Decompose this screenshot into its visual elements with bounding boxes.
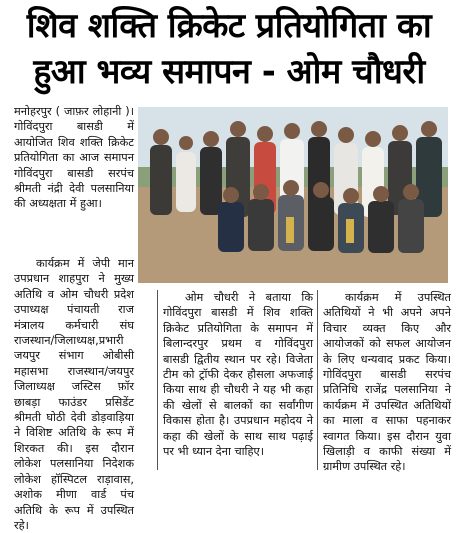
article-column-3	[323, 290, 451, 475]
event-photo	[138, 107, 448, 283]
article-paragraph: कार्यक्रम में जेपी मान उपप्रधान शाहपुरा ने मुख्य अतिथि व ओम चौधरी प्रदेश उपाध्यक्ष पंचायती राज मंत्रालय कर्मचारी संघ राजस्थान/जिलाध्यक्ष,प्रभारी जयपुर संभाग ओबीसी महासभा राजस्थान/जयपुर जिलाध्यक्ष जस्टिस फ़ॉर छाबड़ा फाउंडर प्रसिडेंट श्रीमती घोठी देवी डोड़वाड़िया ने विशिष्ट अतिथि के रूप में शिरकत की। इस दौरान लोकेश पलसानिया निदेशक लोकेश हॉस्पिटल राड़ावास, अशोक मीणा वार्ड पंच अतिथि के रूप में उपस्थित रहे।	[14, 257, 134, 532]
article-paragraph: मनोहरपुर ( जाफ़र लोहानी )। गोविंदपुरा बासडी में आयोजित शिव शक्ति क्रिकेट प्रतियोगिता का आज समापन गोविंदपुरा बासडी सरपंच श्रीमती नंद्री देवी पलसानिया की अध्यक्षता में हुआ।	[14, 105, 134, 211]
column-divider	[317, 290, 318, 470]
headline-line-1: शिव शक्ति क्रिकेट प्रतियोगिता का	[26, 6, 432, 46]
article-paragraph: कार्यक्रम में उपस्थित अतिथियों ने भी अपने अपने विचार व्यक्त किए और आयोजकों को सफल आयोजन के लिए धन्यवाद प्रकट किया। गोविंदपुरा बासडी सरपंच प्रतिनिधि राजेंद्र पलसानिया ने कार्यक्रम में उपस्थित अतिथियों का माला व साफा पहनाकर स्वागत किया। इस दौरान युवा खिलाड़ी व काफी संख्या में ग्रामीण उपस्थित रहे।	[323, 291, 451, 474]
group-photo-illustration	[138, 107, 448, 283]
article-column-1-bottom	[14, 256, 134, 533]
column-divider	[157, 290, 158, 470]
headline-line-2: हुआ भव्य समापन - ओम चौधरी	[33, 52, 425, 92]
article-paragraph: ओम चौधरी ने बताया कि गोविंदपुरा बासडी में शिव शक्ति क्रिकेट प्रतियोगिता के समापन में बिलान्दरपुर प्रथम व गोविंदपुरा बासडी द्वितीय स्थान पर रहे। विजेता टीम को ट्रॉफी देकर हौसला अफजाई किया साथ ही चौधरी ने यह भी कहा की खेलों से बालकों का सर्वांगीण विकास होता है। उपप्रधान महोदय ने कहा की खेलों के साथ साथ पढ़ाई पर भी ध्यान देना चाहिए।	[163, 291, 313, 459]
article-column-2	[163, 290, 313, 459]
article-column-1-top	[14, 104, 134, 212]
